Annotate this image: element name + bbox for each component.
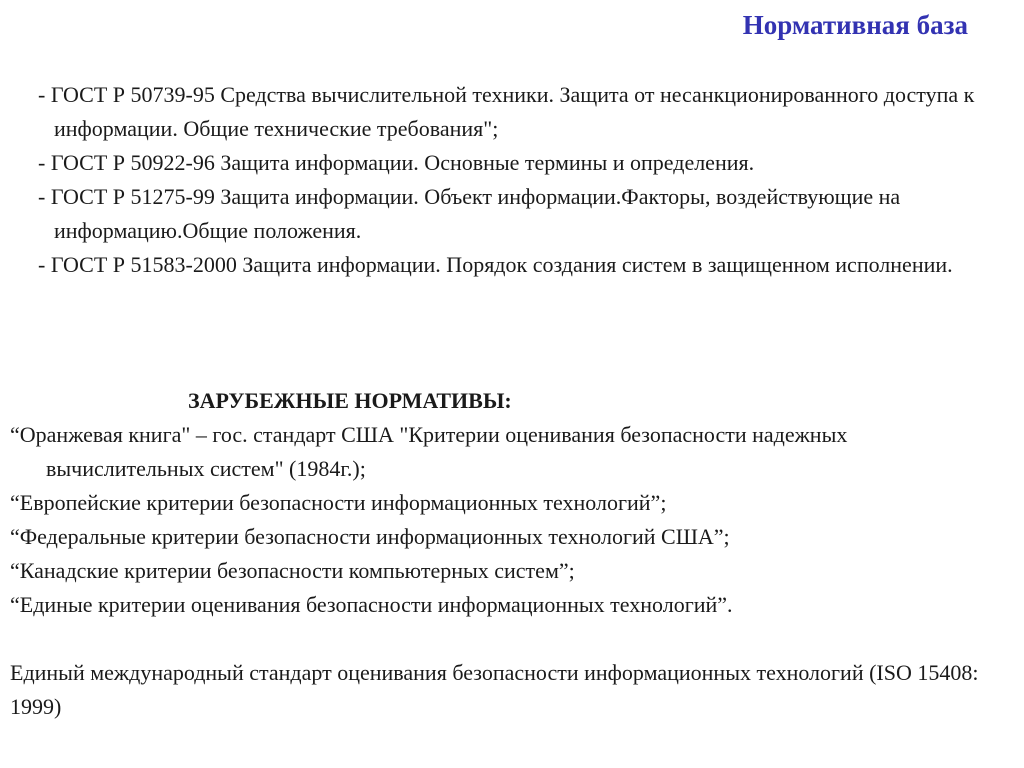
iso-standard-paragraph: Единый международный стандарт оценивания безопасности информационных технологий (ISO 15408: 1999) <box>10 660 979 719</box>
list-item: - ГОСТ Р 50922-96 Защита информации. Основные термины и определения. <box>38 150 755 175</box>
list-item: - ГОСТ Р 51275-99 Защита информации. Объект информации.Факторы, воздействующие на информацию.Общие положения. <box>38 184 901 243</box>
foreign-standards-heading: ЗАРУБЕЖНЫЕ НОРМАТИВЫ: <box>188 388 512 413</box>
list-item: - ГОСТ Р 51583-2000 Защита информации. Порядок создания систем в защищенном исполнении. <box>38 252 953 277</box>
list-item: “Единые критерии оценивания безопасности информационных технологий”. <box>10 592 733 617</box>
gost-standards-list <box>38 78 998 282</box>
list-item: “Оранжевая книга" – гос. стандарт США "Критерии оценивания безопасности надежных вычислительных систем" (1984г.); <box>10 422 848 481</box>
list-item: “Европейские критерии безопасности информационных технологий”; <box>10 490 667 515</box>
slide-title: Нормативная база <box>742 10 968 40</box>
foreign-standards-list <box>10 418 1010 622</box>
list-item: “Федеральные критерии безопасности информационных технологий США”; <box>10 524 730 549</box>
list-item: - ГОСТ Р 50739-95 Средства вычислительной техники. Защита от несанкционированного доступа к информации. Общие технические требования"; <box>38 82 975 141</box>
list-item: “Канадские критерии безопасности компьютерных систем”; <box>10 558 575 583</box>
